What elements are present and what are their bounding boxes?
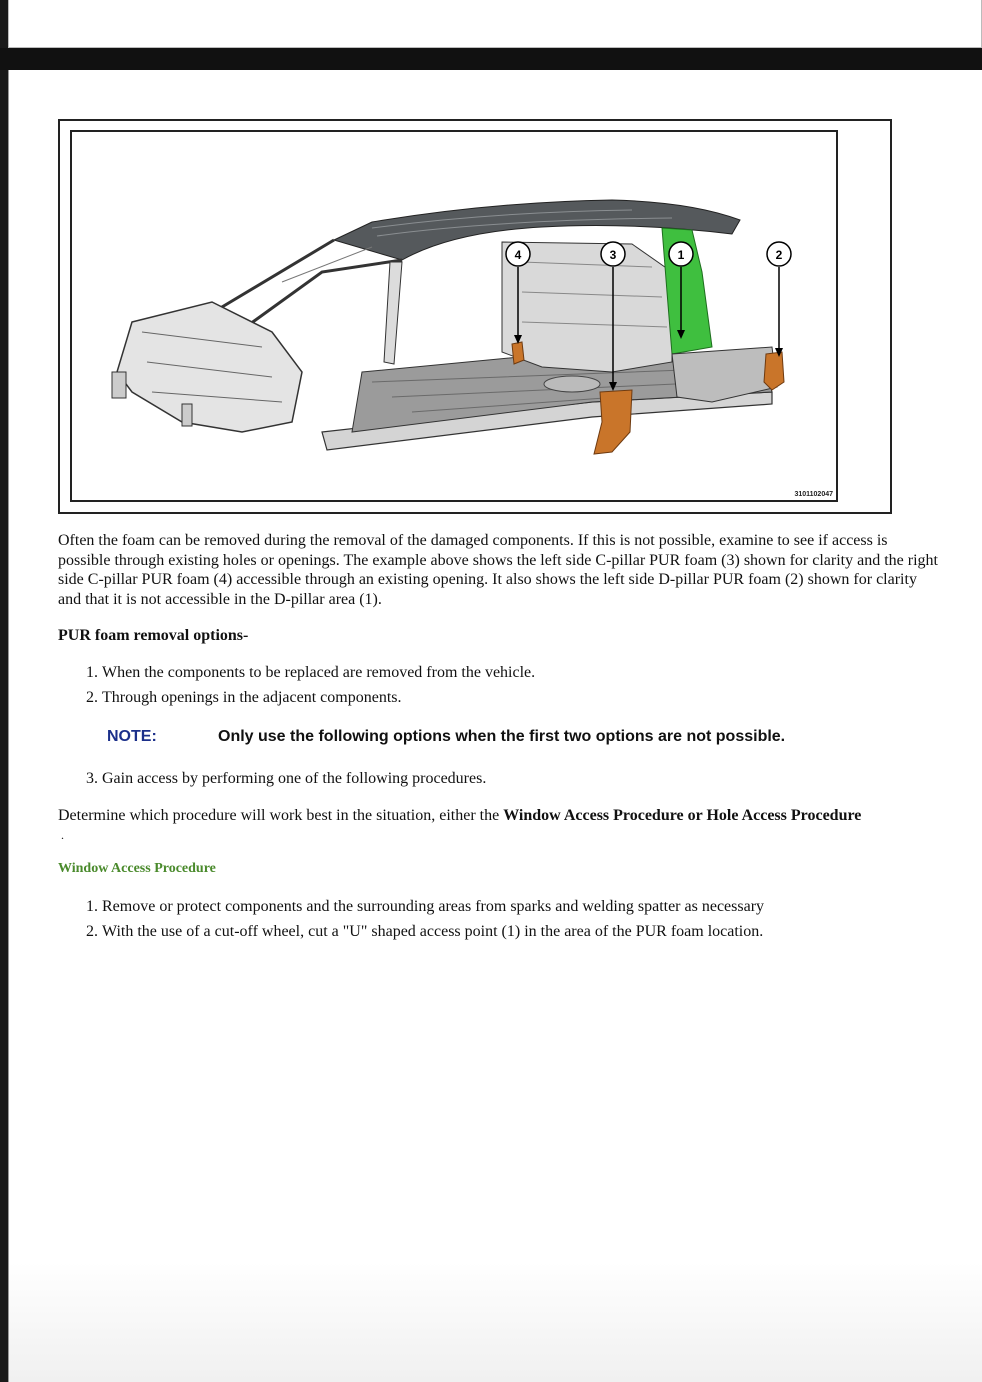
callout-2-label: 2	[775, 248, 783, 262]
foam-c-pillar-right	[512, 342, 524, 364]
window-steps-list	[58, 894, 918, 944]
options-list	[58, 660, 918, 710]
callout-3	[601, 242, 625, 266]
figure-id: 3101102047	[794, 491, 833, 498]
front-structure	[117, 302, 302, 432]
callout-4-label: 4	[514, 248, 522, 262]
note-text: Only use the following options when the first two options are not possible.	[218, 728, 786, 745]
b-pillar	[384, 262, 402, 364]
callout-1	[669, 242, 693, 266]
list-item: 2. Through openings in the adjacent components.	[86, 689, 402, 706]
list-item: 1. When the components to be replaced are removed from the vehicle.	[86, 664, 536, 681]
trailing-period: .	[61, 828, 64, 842]
note-label: NOTE:	[107, 728, 157, 745]
list-item: 2. With the use of a cut-off wheel, cut a "U" shaped access point (1) in the area of the PUR foam location.	[86, 923, 764, 940]
note-block	[107, 728, 785, 746]
callout-4	[506, 242, 530, 266]
callout-1-label: 1	[677, 248, 685, 262]
list-item: 3. Gain access by performing one of the following procedures.	[86, 770, 487, 787]
document-page	[8, 70, 982, 1382]
callout-2	[767, 242, 791, 266]
previous-page-bottom	[8, 0, 982, 48]
page-bottom-fade	[9, 1262, 982, 1382]
options-heading: PUR foam removal options-	[58, 627, 249, 644]
list-item: 1. Remove or protect components and the surrounding areas from sparks and welding spatter as necessary	[86, 898, 765, 915]
intro-paragraph: Often the foam can be removed during the removal of the damaged components. If this is not possible, examine to see if access is possible through existing holes or openings. The example above shows the left side C-pillar PUR foam (3) shown for clarity and the right side C-pillar PUR foam (4) accessible through an existing opening. It also shows the left side D-pillar PUR foam (2) shown for clarity and that it is not accessible in the D-pillar area (1).	[58, 532, 938, 608]
window-access-heading: Window Access Procedure	[58, 861, 216, 876]
vehicle-body-illustration	[70, 130, 838, 502]
determine-paragraph: Determine which procedure will work best in the situation, either the Window Access Procedure or Hole Access Procedure	[58, 807, 862, 824]
options-list-continued	[58, 766, 918, 791]
callout-3-label: 3	[609, 248, 617, 262]
foam-d-pillar	[764, 352, 784, 390]
figure-frame	[58, 119, 892, 514]
procedure-names: Window Access Procedure or Hole Access Procedure	[503, 807, 862, 824]
body-in-white-drawing	[72, 132, 838, 502]
page-separator	[0, 48, 982, 70]
